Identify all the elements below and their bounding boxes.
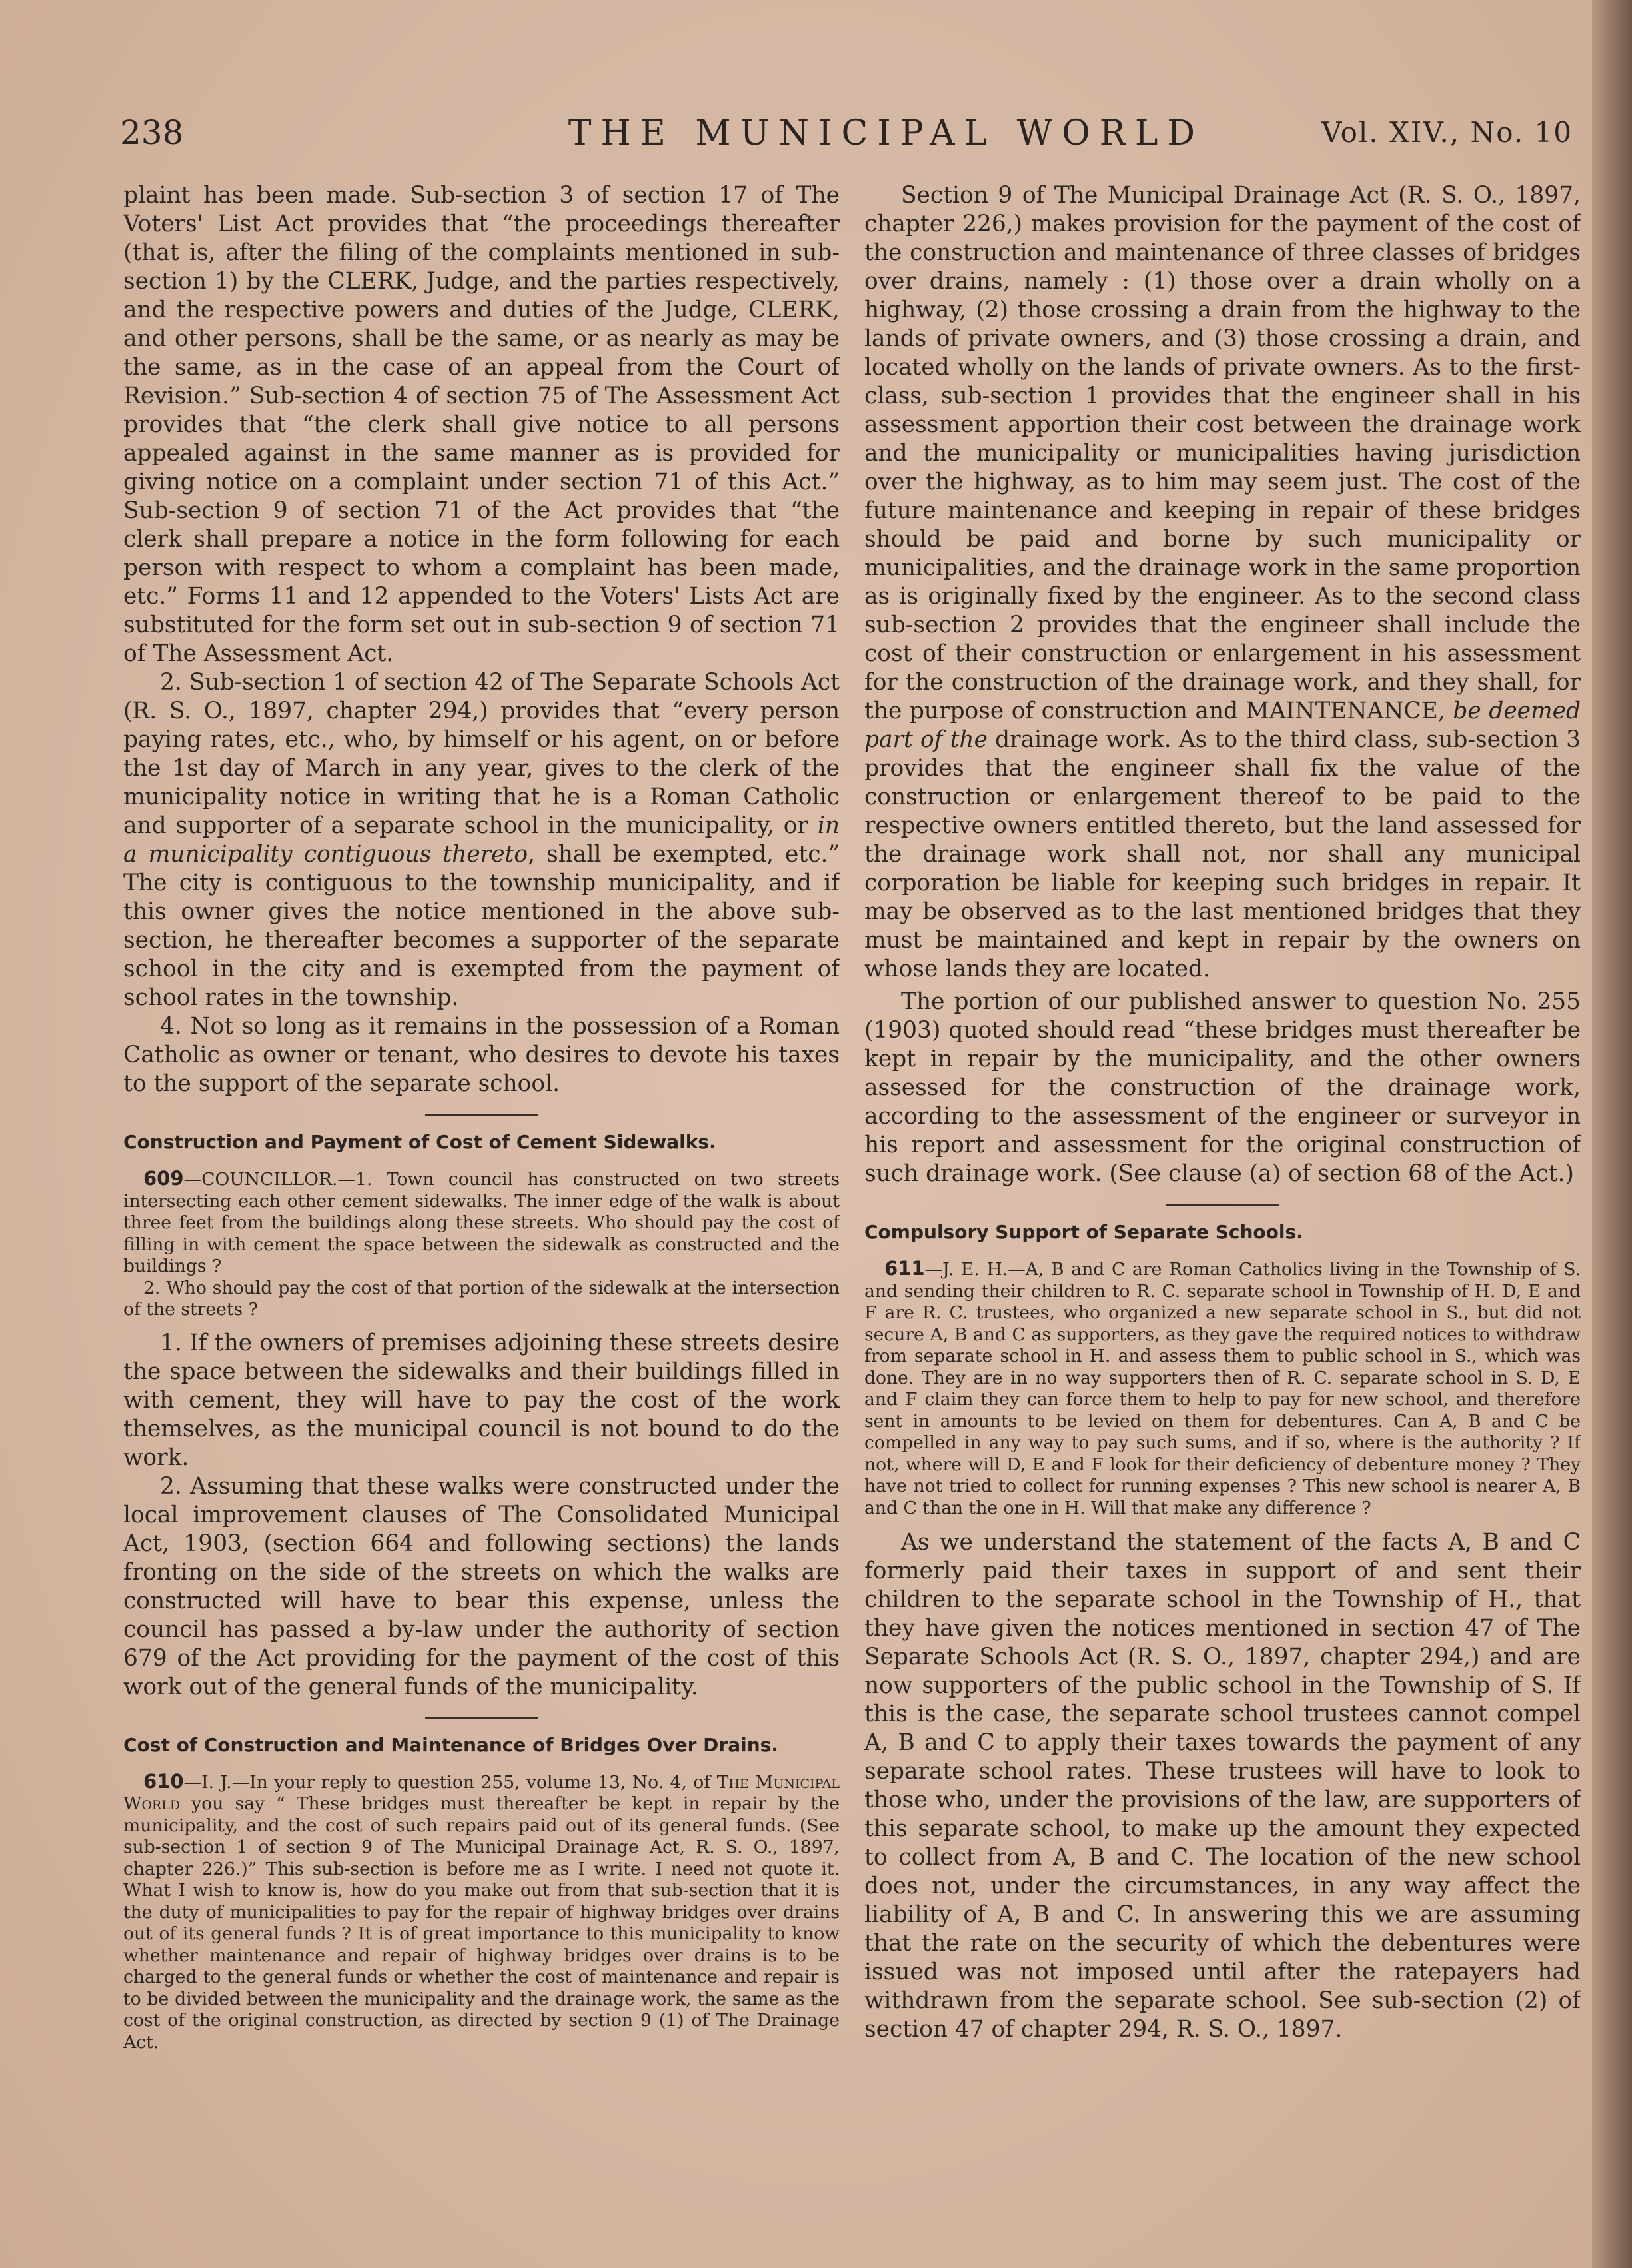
page-edge-shadow	[1592, 0, 1632, 2268]
journal-title: THE MUNICIPAL WORLD	[568, 113, 1205, 153]
page-header	[120, 113, 1573, 160]
paragraph: The portion of our published answer to question No. 255 (1903) quoted should read “these bridges must thereafter be kept in repair by the municipality, and the other owners assessed for the construction of the drainage work, according to the assessment of the engineer or surveyor in his report and assessment for the original construction of such drainage work. (See clause (a) of section 68 of the Act.)	[864, 988, 1581, 1187]
section-divider	[1166, 1204, 1279, 1206]
paragraph: plaint has been made. Sub-section 3 of section 17 of The Voters' List Act provides that “the proceedings thereafter (that is, after the filing of the complaints mentioned in sub-section 1) by the CLERK, Judge, and the parties respectively, and the respective powers and duties of the Judge, CLERK, and other persons, shall be the same, or as nearly as may be the same, as in the case of an appeal from the Court of Revision.” Sub-section 4 of section 75 of The Assessment Act provides that “the clerk shall give notice to all persons appealed against in the same manner as is provided for giving notice on a complaint under section 71 of this Act.” Sub-section 9 of section 71 of the Act provides that “the clerk shall prepare a notice in the form following for each person with respect to whom a complaint has been made, etc.” Forms 11 and 12 appended to the Voters' Lists Act are substituted for the form set out in sub-section 9 of section 71 of The Assessment Act.	[123, 182, 840, 667]
question-609: 609—COUNCILLOR.—1. Town council has constructed on two streets intersecting each other cement sidewalks. The inner edge of the walk is about three feet from the buildings along these streets. Who should pay the cost of filling in with cement the space between the sidewalk as constructed and the buildings ?	[123, 1167, 840, 1276]
paragraph: 4. Not so long as it remains in the possession of a Roman Catholic as owner or tenant, who desires to devote his taxes to the support of the separate school.	[123, 1013, 840, 1097]
section-divider	[425, 1717, 538, 1719]
question-610: 610—I. J.—In your reply to question 255, volume 13, No. 4, of The Municipal World you say “ These bridges must thereafter be kept in repair by the municipality, and the cost of such repairs paid out of its general funds. (See sub-section 1 of section 9 of The Municipal Drainage Act, R. S. O., 1897, chapter 226.)” This sub-section is before me as I write. I need not quote it. What I wish to know is, how do you make out from that sub-section that it is the duty of municipalities to pay for the repair of highway bridges over drains out of its general funds ? It is of great importance to this municipality to know whether maintenance and repair of highway bridges over drains is to be charged to the general funds or whether the cost of maintenance and repair is to be divided between the municipality and the drainage work, the same as the cost of the original construction, as directed by section 9 (1) of The Drainage Act.	[123, 1769, 840, 2053]
page-number: 238	[120, 113, 184, 152]
section-heading: Construction and Payment of Cost of Cement Sidewalks.	[123, 1131, 716, 1153]
answer-paragraph: 2. Assuming that these walks were constructed under the local improvement clauses of The Consolidated Municipal Act, 1903, (section 664 and following sections) the lands fronting on the side of the streets on which the walks are constructed will have to bear this expense, unless the council has passed a by-law under the authority of section 679 of the Act providing for the payment of the cost of this work out of the general funds of the municipality.	[123, 1472, 840, 1700]
paragraph: Section 9 of The Municipal Drainage Act (R. S. O., 1897, chapter 226,) makes provision for the payment of the cost of the construction and maintenance of three classes of bridges over drains, namely : (1) those over a drain wholly on a highway, (2) those crossing a drain from the highway to the lands of private owners, and (3) those crossing a drain, and located wholly on the lands of private owners. As to the first-class, sub-section 1 provides that the engineer shall in his assessment apportion their cost between the drainage work and the municipality or municipalities having jurisdiction over the highway, as to him may seem just. The cost of the future maintenance and keeping in repair of these bridges should be paid and borne by such municipality or municipalities, and the drainage work in the same proportion as is originally fixed by the engineer. As to the second class sub-section 2 provides that the engineer shall include the cost of their construction or enlargement in his assessment for the construction of the drainage work, and they shall, for the purpose of construction and MAINTENANCE, be deemed part of the drainage work. As to the third class, sub-section 3 provides that the engineer shall fix the value of the construction or enlargement thereof to be paid to the respective owners entitled thereto, but the land assessed for the drainage work shall not, nor shall any municipal corporation be liable for keeping such bridges in repair. It may be observed as to the last mentioned bridges that they must be maintained and kept in repair by the owners on whose lands they are located.	[864, 182, 1581, 982]
answer-paragraph: 1. If the owners of premises adjoining these streets desire the space between the sidewalks and their buildings filled in with cement, they will have to pay the cost of the work themselves, as the municipal council is not bound to do the work.	[123, 1329, 840, 1471]
question-611: 611—J. E. H.—A, B and C are Roman Catholics living in the Township of S. and sending their children to R. C. separate school in Township of H. D, E and F are R. C. trustees, who organized a new separate school in S., but did not secure A, B and C as supporters, as they gave the required notices to withdraw from separate school in H. and assess them to public school in S., which was done. They are in no way supporters then of R. C. separate school in S. D, E and F claim they can force them to help to pay for new school, and therefore sent in amounts to be levied on them for debentures. Can A, B and C be compelled in any way to pay such sums, and if so, where is the authority ? If not, where will D, E and F look for their deficiency of debenture money ? They have not tried to collect for running expenses ? This new school is nearer A, B and C than the one in H. Will that make any difference ?	[864, 1257, 1581, 1518]
question-609-part-2: 2. Who should pay the cost of that portion of the sidewalk at the intersection of the streets ?	[123, 1277, 840, 1320]
answer-paragraph: As we understand the statement of the facts A, B and C formerly paid their taxes in support of and sent their children to the separate school in the Township of H., that they have given the notices mentioned in section 47 of The Separate Schools Act (R. S. O., 1897, chapter 294,) and are now supporters of the public school in the Township of S. If this is the case, the separate school trustees cannot compel A, B and C to apply their taxes towards the payment of any separate school rates. These trustees will have to look to those who, under the provisions of the law, are supporters of this separate school, to make up the amount they expected to collect from A, B and C. The location of the new school does not, under the circumstances, in any way affect the liability of A, B and C. In answering this we are assuming that the rate on the security of which the debentures were issued was not imposed until after the ratepayers had withdrawn from the separate school. See sub-section (2) of section 47 of chapter 294, R. S. O., 1897.	[864, 1529, 1581, 2043]
volume-label: Vol. XIV., No. 10	[1321, 116, 1573, 149]
paragraph: 2. Sub-section 1 of section 42 of The Separate Schools Act (R. S. O., 1897, chapter 294,) provides that “every person paying rates, etc., who, by himself or his agent, on or before the 1st day of March in any year, gives to the clerk of the municipality notice in writing that he is a Roman Catholic and supporter of a separate school in the municipality, or in a municipality contiguous thereto, shall be exempted, etc.” The city is contiguous to the township municipality, and if this owner gives the notice mentioned in the above sub-section, he thereafter becomes a supporter of the separate school in the city and is exempted from the payment of school rates in the township.	[123, 669, 840, 1011]
right-column	[864, 181, 1581, 2221]
section-heading: Cost of Construction and Maintenance of Bridges Over Drains.	[123, 1733, 778, 1756]
left-column	[123, 181, 840, 2221]
section-divider	[425, 1114, 538, 1116]
section-heading: Compulsory Support of Separate Schools.	[864, 1221, 1303, 1243]
